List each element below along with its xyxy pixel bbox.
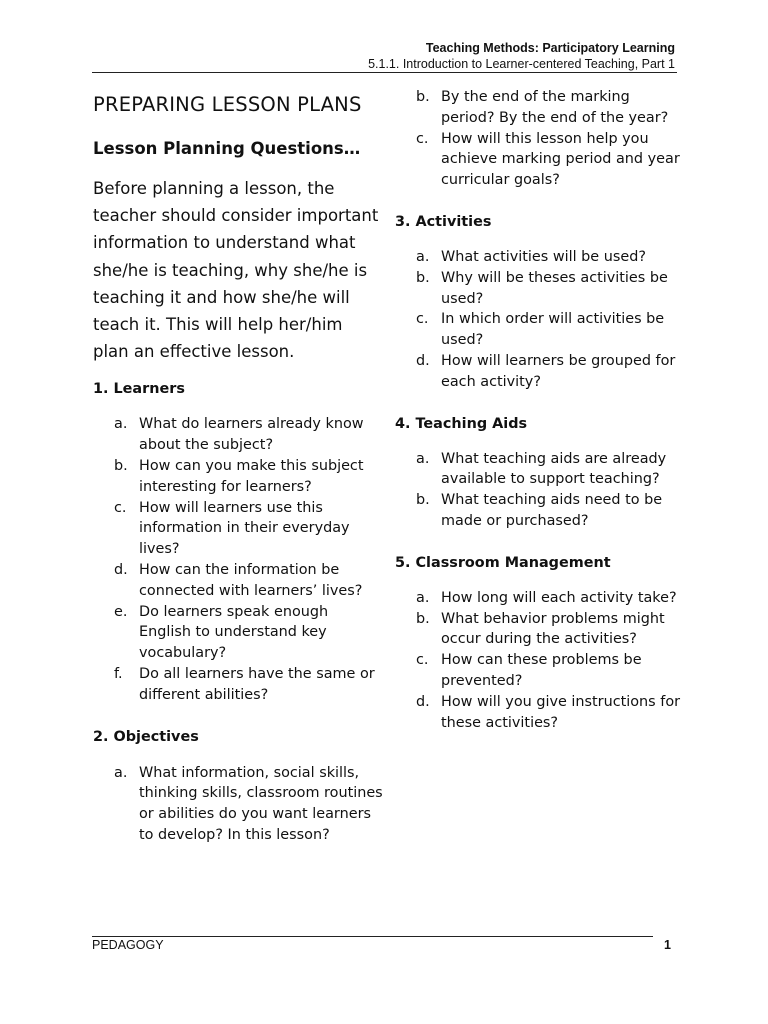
list-item (395, 609, 685, 651)
list-item-text: How can these problems be prevented? (441, 652, 642, 689)
section-heading-teaching-aids: 4. Teaching Aids (395, 415, 528, 432)
list-marker: b. (114, 458, 128, 475)
section-heading-learners: 1. Learners (93, 381, 185, 398)
list-marker: a. (416, 248, 430, 265)
list-item-text: What do learners already know about the subject? (139, 416, 364, 454)
list-marker: f. (114, 665, 123, 682)
list-marker: c. (416, 130, 429, 147)
list-marker: b. (416, 269, 430, 286)
page-number: 1 (664, 938, 671, 952)
list-item (395, 449, 685, 491)
list-item-text: Do all learners have the same or different abilities? (139, 665, 375, 703)
section-heading-objectives: 2. Objectives (93, 728, 199, 745)
objectives-list-part1 (93, 763, 383, 846)
list-marker: d. (114, 562, 128, 578)
list-item-text: How will learners be grouped for each activity? (441, 352, 676, 390)
list-item (93, 560, 383, 602)
section-heading-activities: 3. Activities (395, 213, 492, 230)
list-item (395, 247, 685, 268)
list-item (395, 309, 685, 351)
list-marker: b. (416, 492, 430, 509)
section-heading-classroom-management: 5. Classroom Management (395, 554, 611, 571)
list-item (93, 414, 383, 456)
list-item-text: How can you make this subject interesting for learners? (139, 458, 364, 495)
list-marker: e. (114, 603, 128, 620)
classroom-management-list (395, 588, 685, 734)
header-divider (92, 72, 677, 73)
list-marker: d. (416, 352, 430, 369)
teaching-aids-list (395, 449, 685, 532)
list-item-text: What teaching aids need to be made or purchased? (441, 492, 663, 529)
list-item (395, 129, 685, 191)
list-item-text: Do learners speak enough English to understand key vocabulary? (139, 603, 329, 662)
list-item (93, 602, 383, 664)
list-item-text: What information, social skills, thinking skills, classroom routines or abilities do you want learners to develop? In this lesson? (139, 764, 383, 843)
activities-list (395, 247, 685, 393)
page-title: PREPARING LESSON PLANS (93, 93, 362, 116)
footer-divider (92, 936, 653, 937)
list-item (93, 664, 383, 706)
left-column (93, 88, 383, 846)
unit-title: 5.1.1. Introduction to Learner-centered Teaching, Part 1 (368, 57, 675, 71)
list-item (395, 87, 685, 129)
list-marker: d. (416, 693, 430, 710)
list-marker: a. (416, 589, 430, 606)
list-item-text: What teaching aids are already available to support teaching? (441, 450, 667, 488)
page-header (92, 40, 675, 72)
list-marker: c. (416, 652, 429, 669)
list-item-text: How can the information be connected with learners’ lives? (139, 562, 363, 599)
list-item-text: How long will each activity take? (441, 589, 677, 606)
right-column (395, 87, 685, 733)
list-item (93, 763, 383, 846)
list-marker: c. (114, 499, 127, 516)
list-item-text: In which order will activities be used? (441, 311, 665, 349)
list-item (93, 456, 383, 498)
list-item-text: How will this lesson help you achieve marking period and year curricular goals? (441, 130, 680, 189)
list-item-text: How will learners use this information in their everyday lives? (139, 499, 350, 558)
list-marker: a. (114, 764, 128, 781)
intro-paragraph: Before planning a lesson, the teacher should consider important information to understand what she/he is teaching, why she/he is teaching it and how she/he will teach it. This will help her/him plan an effective lesson. (93, 179, 379, 362)
footer-label: PEDAGOGY (92, 938, 164, 952)
list-item (395, 650, 685, 692)
list-item (395, 588, 685, 609)
list-item (395, 268, 685, 310)
objectives-list-part2 (395, 87, 685, 191)
subtitle: Lesson Planning Questions… (93, 139, 361, 158)
list-item-text: How will you give instructions for these activities? (441, 693, 681, 731)
list-marker: c. (416, 311, 429, 328)
learners-list (93, 414, 383, 705)
list-item (93, 498, 383, 560)
list-marker: b. (416, 610, 430, 627)
list-item-text: Why will be theses activities be used? (441, 269, 668, 307)
list-item (395, 692, 685, 734)
list-item-text: By the end of the marking period? By the end of the year? (441, 89, 669, 126)
list-item (395, 490, 685, 532)
list-marker: b. (416, 89, 430, 105)
list-item (395, 351, 685, 393)
course-title: Teaching Methods: Participatory Learning (425, 41, 675, 55)
list-marker: a. (416, 450, 430, 467)
list-item-text: What behavior problems might occur during the activities? (441, 610, 665, 648)
list-marker: a. (114, 416, 128, 433)
list-item-text: What activities will be used? (441, 248, 646, 265)
